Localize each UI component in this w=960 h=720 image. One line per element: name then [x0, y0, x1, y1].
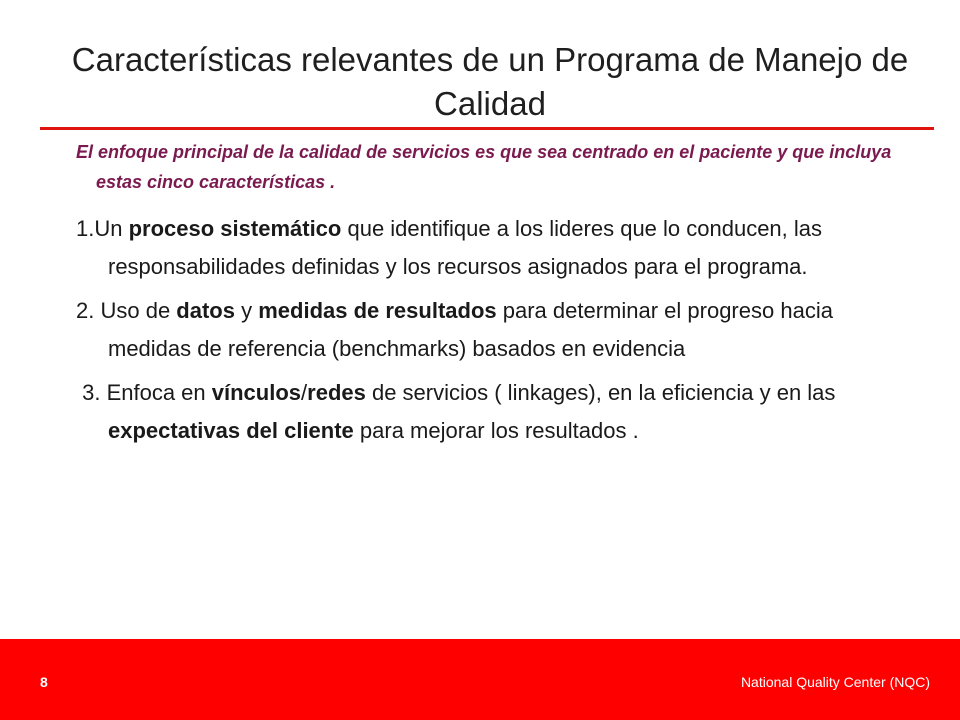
page-number: 8 — [40, 674, 48, 690]
title-divider — [40, 127, 934, 130]
slide-title: Características relevantes de un Programa de Manejo de Calidad — [71, 41, 909, 122]
point-1 — [76, 210, 906, 286]
point-emphasis: proceso sistemático — [128, 216, 342, 241]
point-text: para determinar el progreso hacia medidas de referencia (benchmarks) basados en evidencia — [108, 298, 833, 361]
point-emphasis: datos — [176, 298, 235, 323]
point-emphasis: expectativas del cliente — [108, 418, 354, 443]
point-emphasis: vínculos — [211, 380, 302, 405]
point-text: que identifique a los lideres que lo conducen, las responsabilidades definidas y los recursos asignados para el programa. — [108, 216, 823, 279]
point-text: para mejorar los resultados . — [353, 418, 639, 443]
organization-name: National Quality Center (NQC) — [740, 674, 930, 690]
point-number: 2. — [76, 298, 101, 323]
point-number: 1. — [76, 216, 95, 241]
point-number: 3. — [76, 380, 107, 405]
point-text: Un — [94, 216, 129, 241]
point-emphasis: medidas de resultados — [258, 298, 497, 323]
point-3 — [76, 374, 906, 450]
point-text: de servicios ( linkages), en la eficiencia y en las — [365, 380, 836, 405]
points-list — [76, 210, 906, 456]
point-text: Enfoca en — [106, 380, 212, 405]
intro-text: El enfoque principal de la calidad de servicios es que sea centrado en el paciente y que incluya estas cinco características . — [76, 142, 892, 192]
point-text: y — [234, 298, 259, 323]
point-text: Uso de — [100, 298, 177, 323]
point-emphasis: redes — [307, 380, 366, 405]
point-text: / — [301, 380, 308, 405]
point-2 — [76, 292, 906, 368]
footer-bar — [0, 639, 960, 720]
